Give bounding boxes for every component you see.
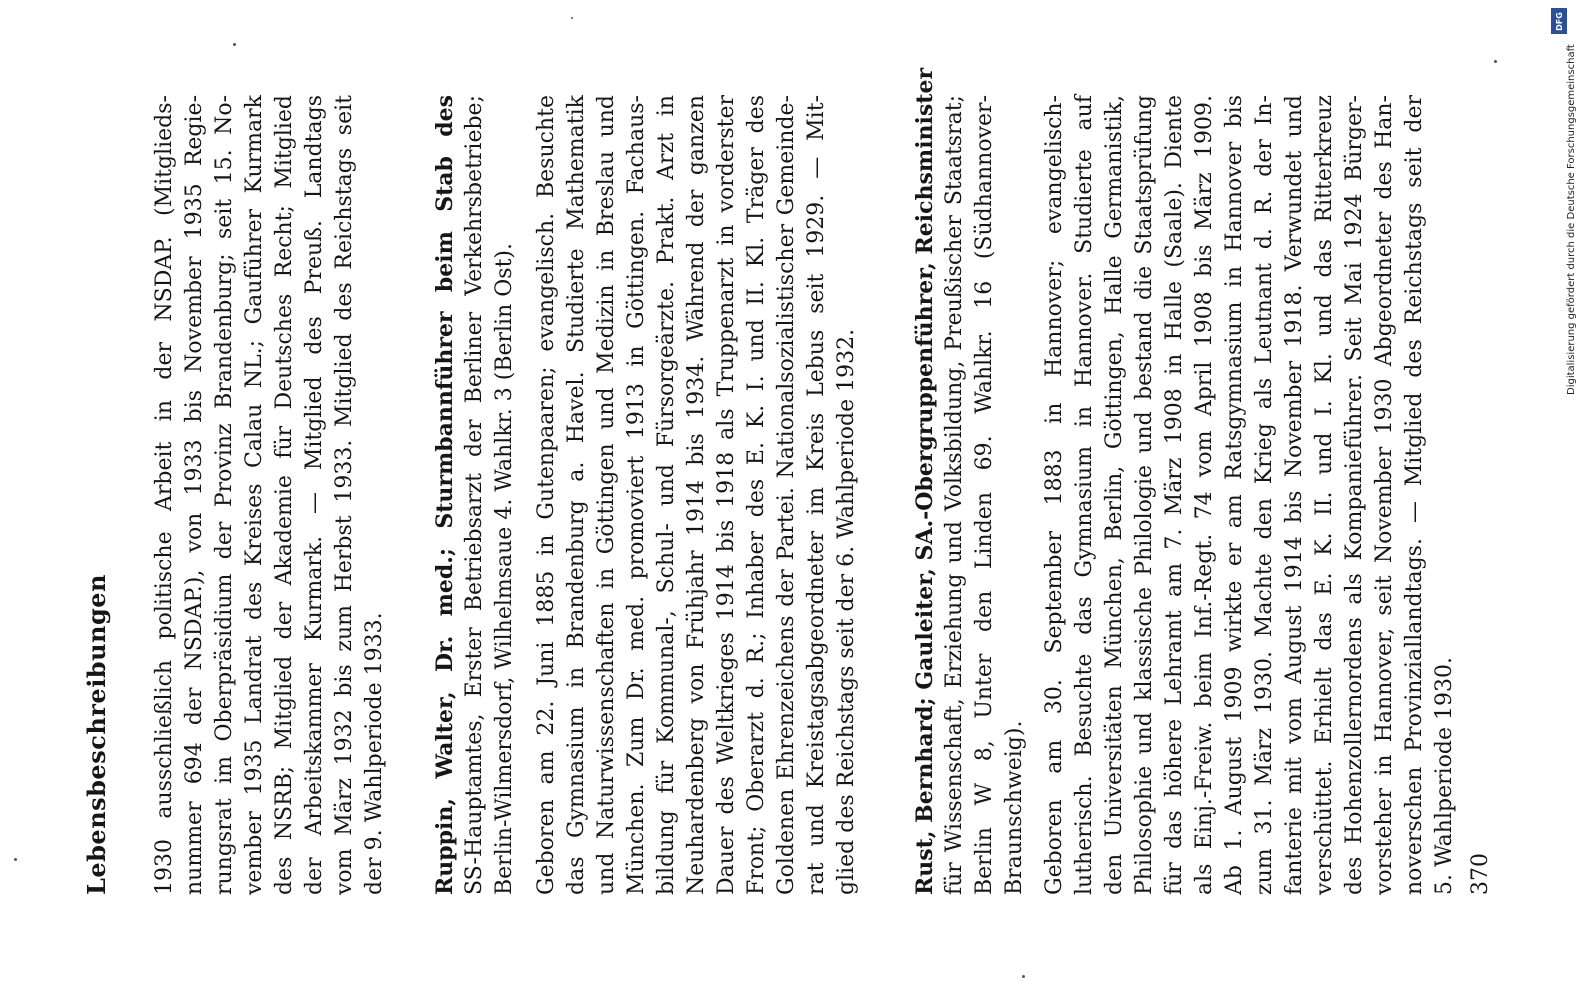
text-line: Berlin W 8, Unter den Linden 69. Wahlkr. 16 (Südhannover- [972,95,997,895]
text-line: noverschen Provinziallandtags. — Mitglied des Reichstags seit der [1402,95,1427,895]
text-line: München. Zum Dr. med. promoviert 1913 in Göttingen. Fachaus- [624,95,649,895]
text-line: Geboren am 30. September 1883 in Hannover; evangelisch- [1042,95,1067,895]
text-line: Ab 1. August 1909 wirkte er am Ratsgymnasium in Hannover bis [1222,95,1247,895]
text-line: Goldenen Ehrenzeichens der Partei. Nationalsozialistischer Gemeinde- [774,95,799,895]
text-line: der Arbeitskammer Kurmark. — Mitglied des Preuß. Landtags [302,95,327,895]
text-line: zum 31. März 1930. Machte den Krieg als Leutnant d. R. der In- [1252,95,1277,895]
page-number: 370 [1468,853,1493,895]
text-line: bildung für Kommunal-, Schul- und Fürsorgeärzte. Prakt. Arzt in [654,95,679,895]
text-line: als Einj.-Freiw. beim Inf.-Regt. 74 vom April 1908 bis März 1909. [1192,95,1217,895]
text-line: Dauer des Weltkrieges 1914 bis 1918 als Truppenarzt in vorderster [714,95,739,895]
text-line: vember 1935 Landrat des Kreises Calau NL.; Gauführer Kurmark [242,95,267,895]
text-line: Berlin-Wilmersdorf, Wilhelmsaue 4. Wahlkr. 3 (Berlin Ost). [492,243,517,895]
text-line: Philosophie und klassische Philologie und bestand die Staatsprüfung [1132,95,1157,895]
dfg-logo-text: DFG [1554,11,1564,31]
entry-heading-ruppin: Ruppin, Walter, Dr. med.; Sturmbannführer beim Stab des [432,95,458,895]
text-line: SS-Hauptamtes, Erster Betriebsarzt der Berliner Verkehrsbetriebe; [462,95,487,895]
text-line: vorsteher in Hannover, seit November 1930 Abgeordneter des Han- [1372,95,1397,895]
entry-heading-rust: Rust, Bernhard; Gauleiter, SA.-Obergruppenführer, Reichsminister [912,67,938,895]
text-line: nummer 694 der NSDAP.), von 1933 bis November 1935 Regie- [182,95,207,895]
dfg-credit-text: Digitalisierung gefördert durch die Deutsche Forschungsgemeinschaft [1566,44,1577,395]
text-line: rungsrat im Oberpräsidium der Provinz Brandenburg; seit 15. No- [212,95,237,895]
text-line: lutherisch. Besuchte das Gymnasium in Hannover. Studierte auf [1072,95,1097,895]
text-line: Front; Oberarzt d. R.; Inhaber des E. K. I. und II. Kl. Träger des [744,95,769,895]
text-line: vom März 1932 bis zum Herbst 1933. Mitglied des Reichstags seit [332,95,357,895]
text-line: Braunschweig). [1002,720,1027,895]
text-line: Geboren am 22. Juni 1885 in Gutenpaaren; evangelisch. Besuchte [534,95,559,895]
text-line: 1930 ausschließlich politische Arbeit in der NSDAP. (Mitglieds- [152,95,177,895]
text-line: für das höhere Lehramt am 7. März 1908 in Halle (Saale). Diente [1162,95,1187,895]
text-line: Neuhardenberg von Frühjahr 1914 bis 1934. Während der ganzen [684,95,709,895]
text-line: den Universitäten München, Berlin, Göttingen, Halle Germanistik, [1102,95,1127,895]
text-line: verschüttet. Erhielt das E. K. II. und I. Kl. und das Ritterkreuz [1312,95,1337,895]
text-line: der 9. Wahlperiode 1933. [362,612,387,895]
text-line: für Wissenschaft, Erziehung und Volksbildung, Preußischer Staatsrat; [942,95,967,895]
text-line: des NSRB; Mitglied der Akademie für Deutsches Recht; Mitglied [272,95,297,895]
text-line: 5. Wahlperiode 1930. [1432,657,1457,895]
running-head: Lebensbeschreibungen [82,574,111,895]
text-line: glied des Reichstags seit der 6. Wahlperiode 1932. [834,328,859,895]
text-line: fanterie mit vom August 1914 bis November 1918. Verwundet und [1282,95,1307,895]
text-line: des Hohenzollernordens als Kompanieführer. Seit Mai 1924 Bürger- [1342,95,1367,895]
text-line: rat und Kreistagsabgeordneter im Kreis Lebus seit 1929. — Mit- [804,95,829,895]
dfg-logo [1551,8,1567,34]
text-line: das Gymnasium in Brandenburg a. Havel. Studierte Mathematik [564,95,589,895]
text-line: und Naturwissenschaften in Göttingen und Medizin in Breslau und [594,95,619,895]
